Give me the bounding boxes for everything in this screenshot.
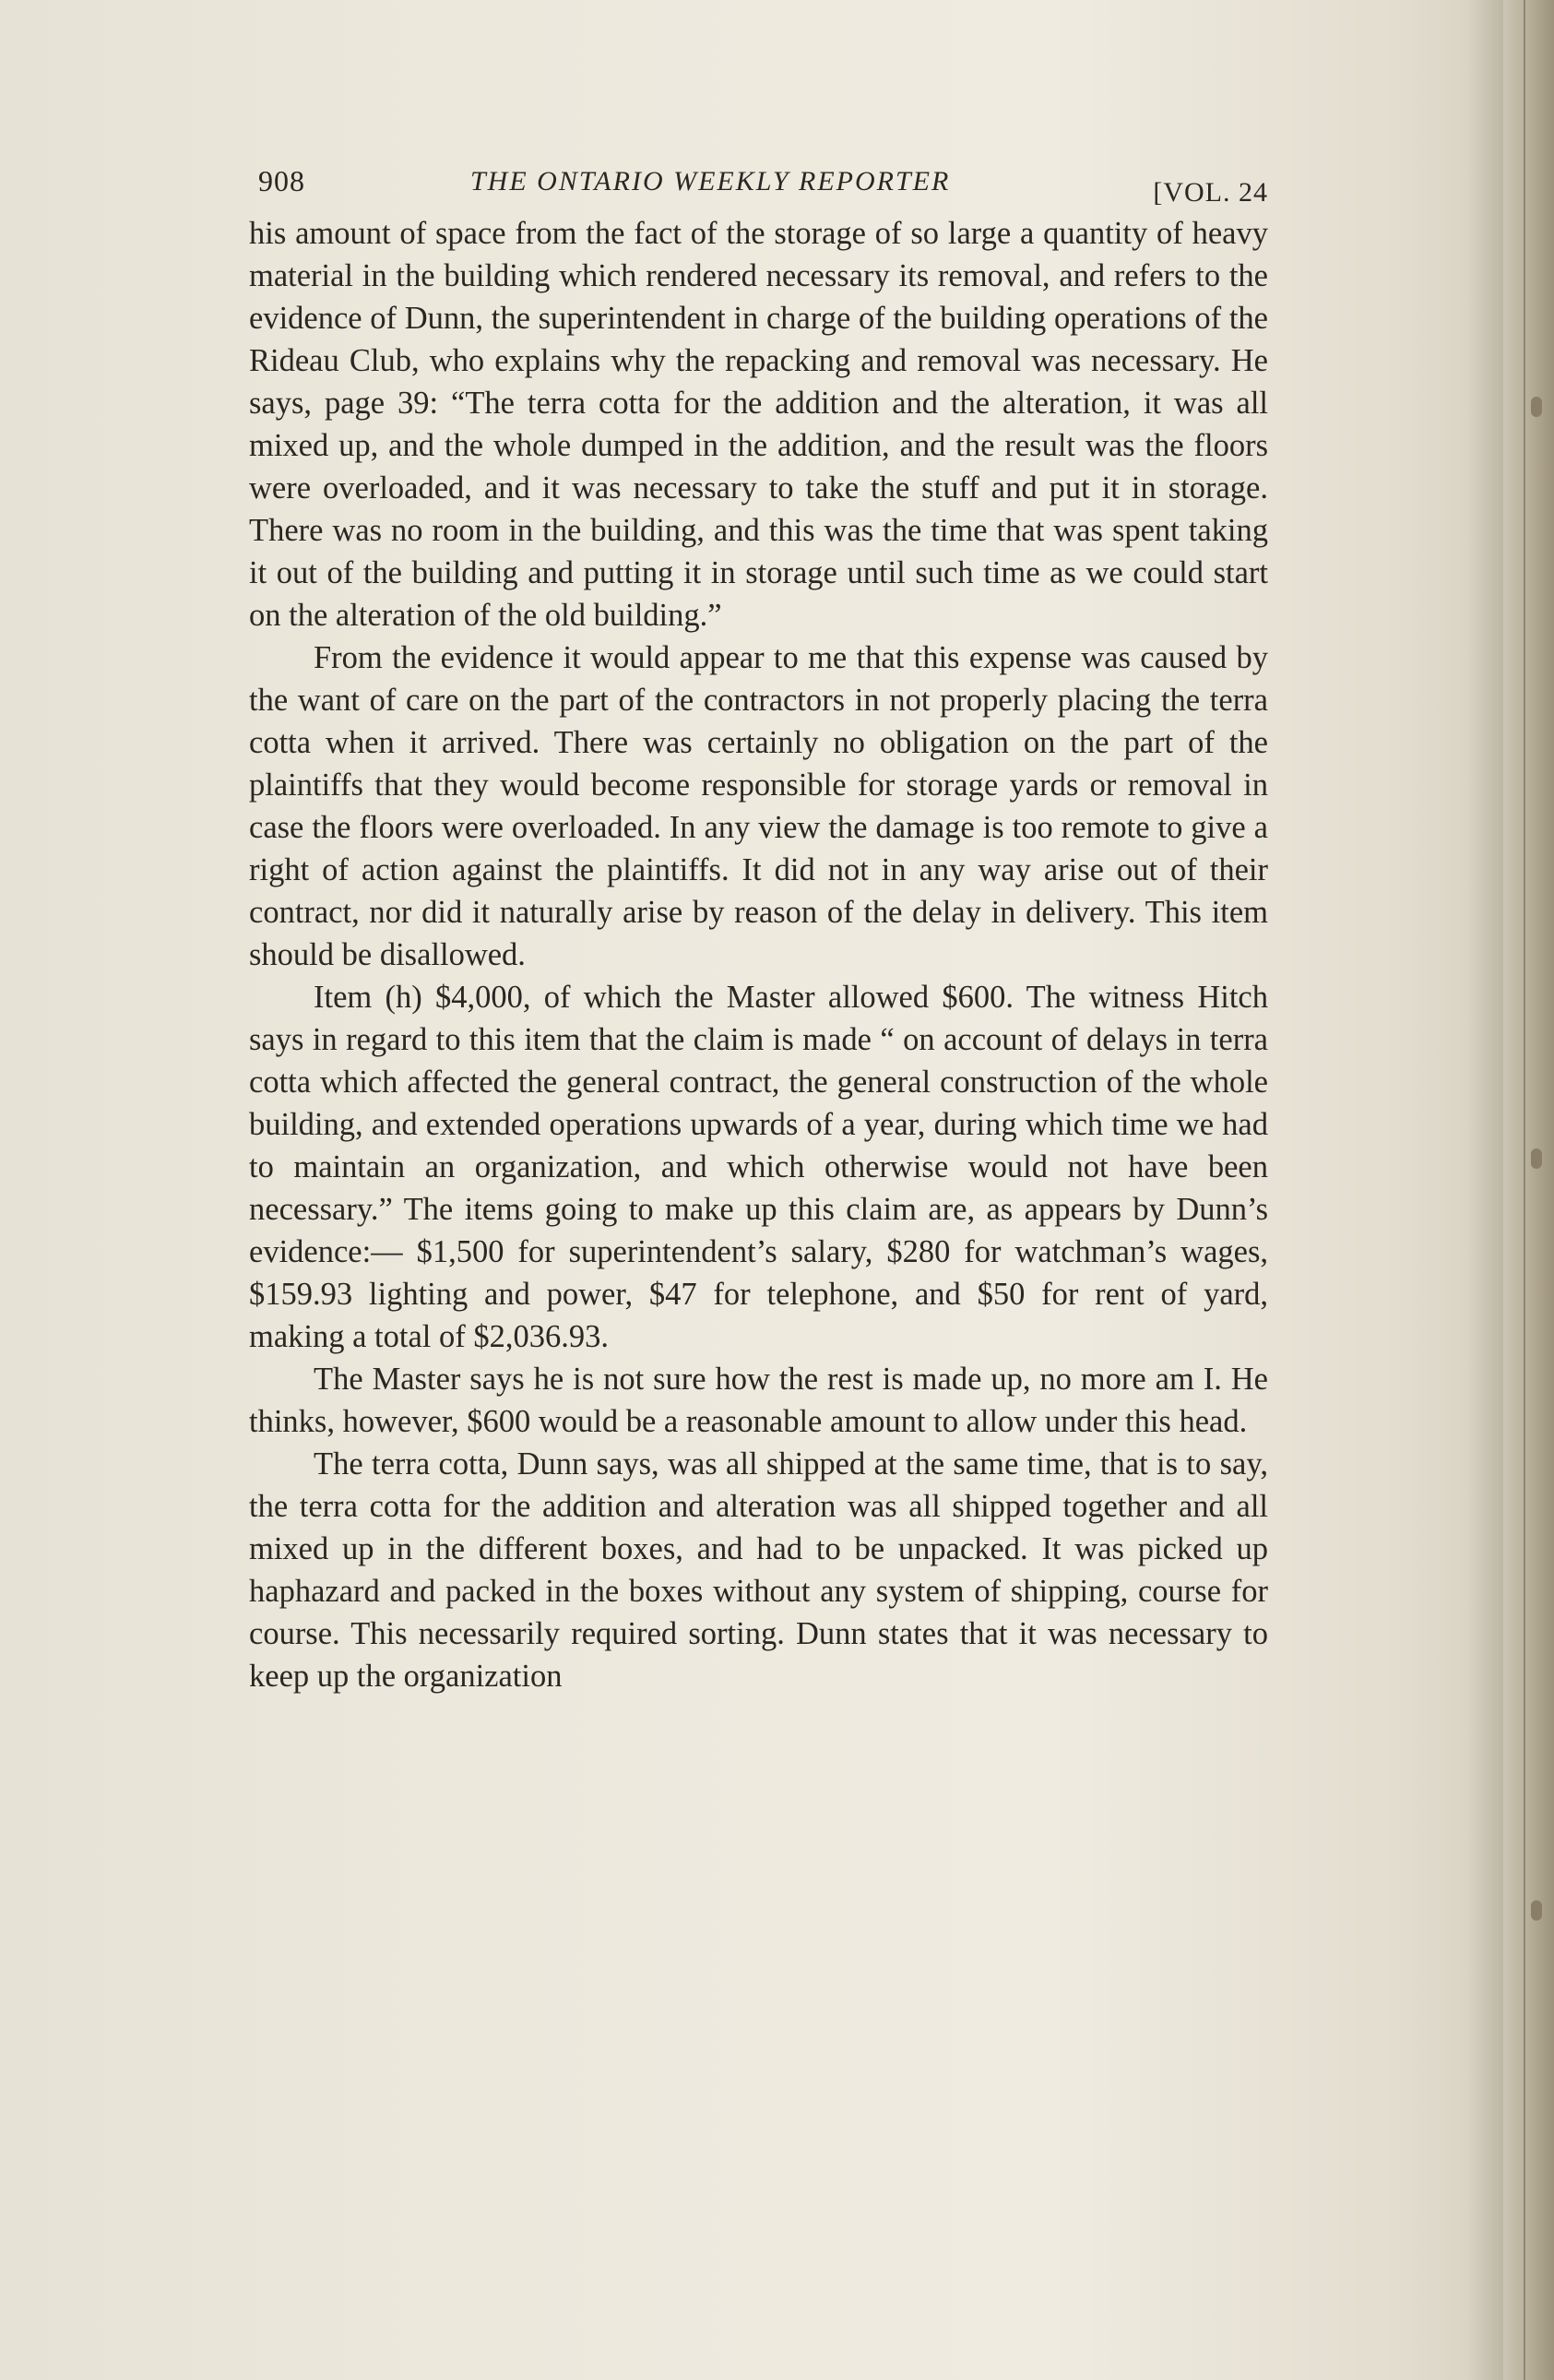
binding-thread bbox=[1531, 397, 1542, 417]
paragraph: The Master says he is not sure how the rest is made up, no more am I. He thinks, however, $600 would be a reasonable amount to allow under this head. bbox=[249, 1362, 1268, 1439]
page-edge bbox=[1524, 0, 1525, 2380]
body-text bbox=[249, 212, 1268, 1697]
page-number: 908 bbox=[258, 164, 305, 197]
running-head: THE ONTARIO WEEKLY REPORTER bbox=[470, 166, 951, 196]
page-header bbox=[249, 157, 1268, 212]
binding-thread bbox=[1531, 1900, 1542, 1921]
paragraph: The terra cotta, Dunn says, was all shipped at the same time, that is to say, the terra cotta for the addition and alteration was all shipped together and all mixed up in the different boxes, and had to be unpacked. It was picked up haphazard and packed in the boxes without any system of shipping, course for course. This necessarily required sorting. Dunn states that it was necessary to keep up the organization bbox=[249, 1446, 1268, 1694]
binding-gutter bbox=[1466, 0, 1554, 2380]
volume-label: [VOL. 24 bbox=[1153, 177, 1268, 208]
page-content bbox=[249, 157, 1268, 1697]
binding-thread bbox=[1531, 1148, 1542, 1169]
paragraph: Item (h) $4,000, of which the Master allowed $600. The witness Hitch says in regard to this item that the claim is made “ on account of delays in terra cotta which affected the general contract, the general construction of the whole building, and extended operations upwards of a year, during which time we had to maintain an organization, and which otherwise would not have been necessary.” The items going to make up this claim are, as appears by Dunn’s evidence:— $1,500 for superintendent’s salary, $280 for watchman’s wages, $159.93 lighting and power, $47 for telephone, and $50 for rent of yard, making a total of $2,036.93. bbox=[249, 980, 1268, 1354]
paragraph: From the evidence it would appear to me that this expense was caused by the want of care on the part of the contractors in not properly placing the terra cotta when it arrived. There was certainly no obligation on the part of the plaintiffs that they would become responsible for storage yards or removal in case the floors were overloaded. In any view the damage is too remote to give a right of action against the plaintiffs. It did not in any way arise out of their contract, nor did it naturally arise by reason of the delay in delivery. This item should be disallowed. bbox=[249, 640, 1268, 972]
paragraph: his amount of space from the fact of the storage of so large a quantity of heavy material in the building which rendered necessary its removal, and refers to the evidence of Dunn, the superintendent in charge of the building operations of the Rideau Club, who explains why the repacking and removal was necessary. He says, page 39: “The terra cotta for the addition and the alteration, it was all mixed up, and the whole dumped in the addition, and the result was the floors were overloaded, and it was necessary to take the stuff and put it in storage. There was no room in the building, and this was the time that was spent taking it out of the building and putting it in storage until such time as we could start on the alteration of the old building.” bbox=[249, 216, 1268, 633]
